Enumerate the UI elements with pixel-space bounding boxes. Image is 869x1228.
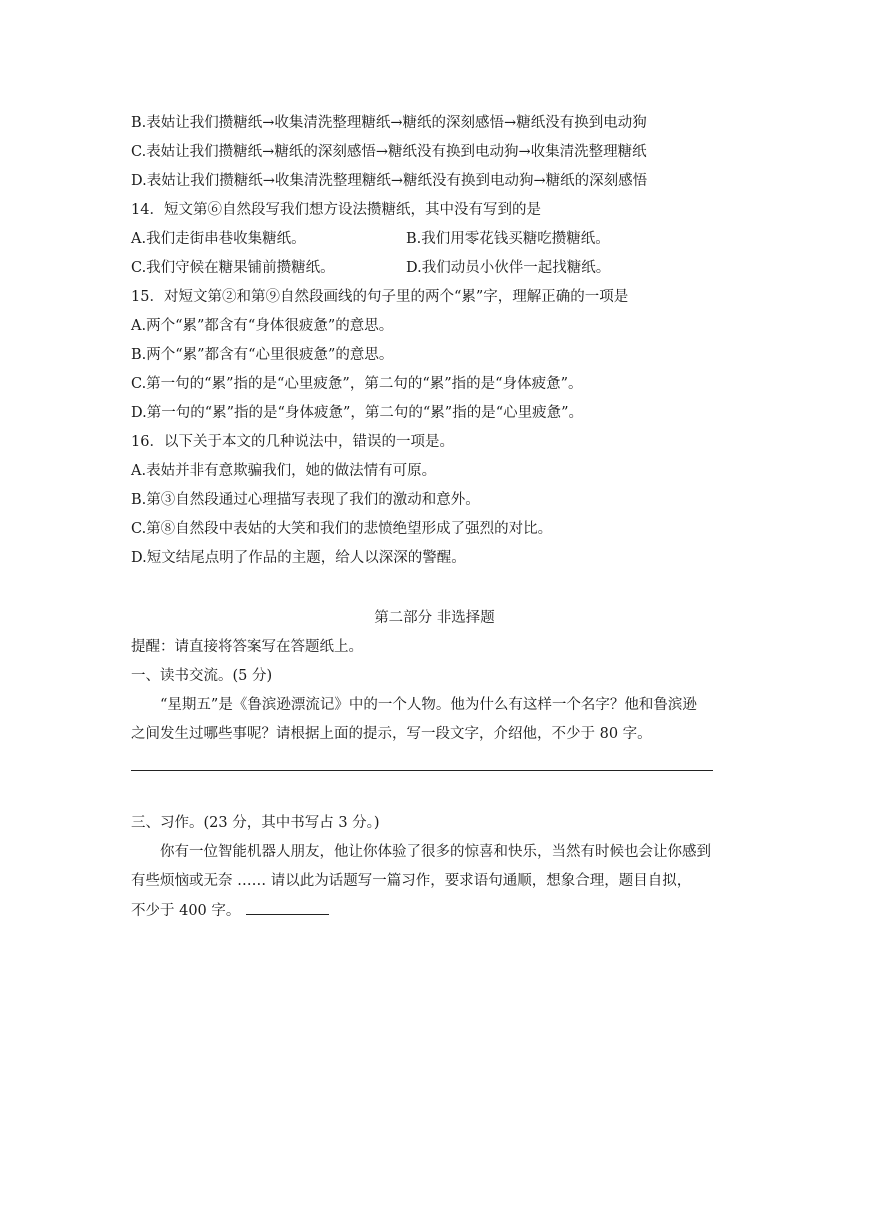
answer-reminder: 提醒：请直接将答案写在答题纸上。 [131, 639, 363, 655]
writing-prompt-line-1: 你有一位智能机器人朋友，他让你体验了很多的惊喜和快乐，当然有时候也会让你感到 [160, 844, 711, 860]
q16-option-b: B.第③自然段通过心理描写表现了我们的激动和意外。 [131, 492, 480, 508]
reading-prompt-line-1: “星期五”是《鲁滨逊漂流记》中的一个人物。他为什么有这样一个名字？他和鲁滨逊 [160, 697, 697, 713]
writing-prompt-line-3-row [131, 900, 329, 921]
q14-option-a: A.我们走街串巷收集糖纸。 [131, 231, 306, 247]
q16-option-a: A.表姑并非有意欺骗我们，她的做法情有可原。 [131, 463, 437, 479]
q14-option-d: D.我们动员小伙伴一起找糖纸。 [406, 260, 611, 276]
answer-rule [131, 770, 713, 771]
q16-option-d: D.短文结尾点明了作品的主题，给人以深深的警醒。 [131, 550, 466, 566]
q15-option-d: D.第一句的“累”指的是“身体疲惫”，第二句的“累”指的是“心里疲惫”。 [131, 405, 584, 421]
q15-option-c: C.第一句的“累”指的是“心里疲惫”，第二句的“累”指的是“身体疲惫”。 [131, 376, 583, 392]
q16-option-c: C.第⑧自然段中表姑的大笑和我们的悲愤绝望形成了强烈的对比。 [131, 521, 553, 537]
q14-option-c: C.我们守候在糖果铺前攒糖纸。 [131, 260, 335, 276]
part-two-title: 第二部分 非选择题 [374, 610, 495, 626]
writing-prompt-line-2: 有些烦恼或无奈 …… 请以此为话题写一篇习作，要求语句通顺，想象合理，题目自拟， [131, 873, 692, 889]
q15-stem: 15．对短文第②和第⑨自然段画线的句子里的两个“累”字，理解正确的一项是 [131, 289, 629, 305]
q14-stem: 14．短文第⑥自然段写我们想方设法攒糖纸，其中没有写到的是 [131, 202, 541, 218]
q16-stem: 16．以下关于本文的几种说法中，错误的一项是。 [131, 434, 454, 450]
q13-option-d: D.表姑让我们攒糖纸→收集清洗整理糖纸→糖纸没有换到电动狗→糖纸的深刻感悟 [131, 173, 648, 189]
reading-heading: 一、读书交流。(5 分) [131, 668, 273, 684]
q15-option-a: A.两个“累”都含有“身体很疲惫”的意思。 [131, 318, 394, 334]
writing-heading: 三、习作。(23 分，其中书写占 3 分。) [131, 815, 380, 831]
q13-option-b: B.表姑让我们攒糖纸→收集清洗整理糖纸→糖纸的深刻感悟→糖纸没有换到电动狗 [131, 115, 647, 131]
q13-option-c: C.表姑让我们攒糖纸→糖纸的深刻感悟→糖纸没有换到电动狗→收集清洗整理糖纸 [131, 144, 647, 160]
answer-blank[interactable] [246, 900, 329, 915]
writing-prompt-line-3: 不少于 400 字。 [131, 903, 241, 919]
q14-option-b: B.我们用零花钱买糖吃攒糖纸。 [406, 231, 610, 247]
q15-option-b: B.两个“累”都含有“心里很疲惫”的意思。 [131, 347, 394, 363]
reading-prompt-line-2: 之间发生过哪些事呢？请根据上面的提示，写一段文字，介绍他，不少于 80 字。 [131, 726, 652, 742]
